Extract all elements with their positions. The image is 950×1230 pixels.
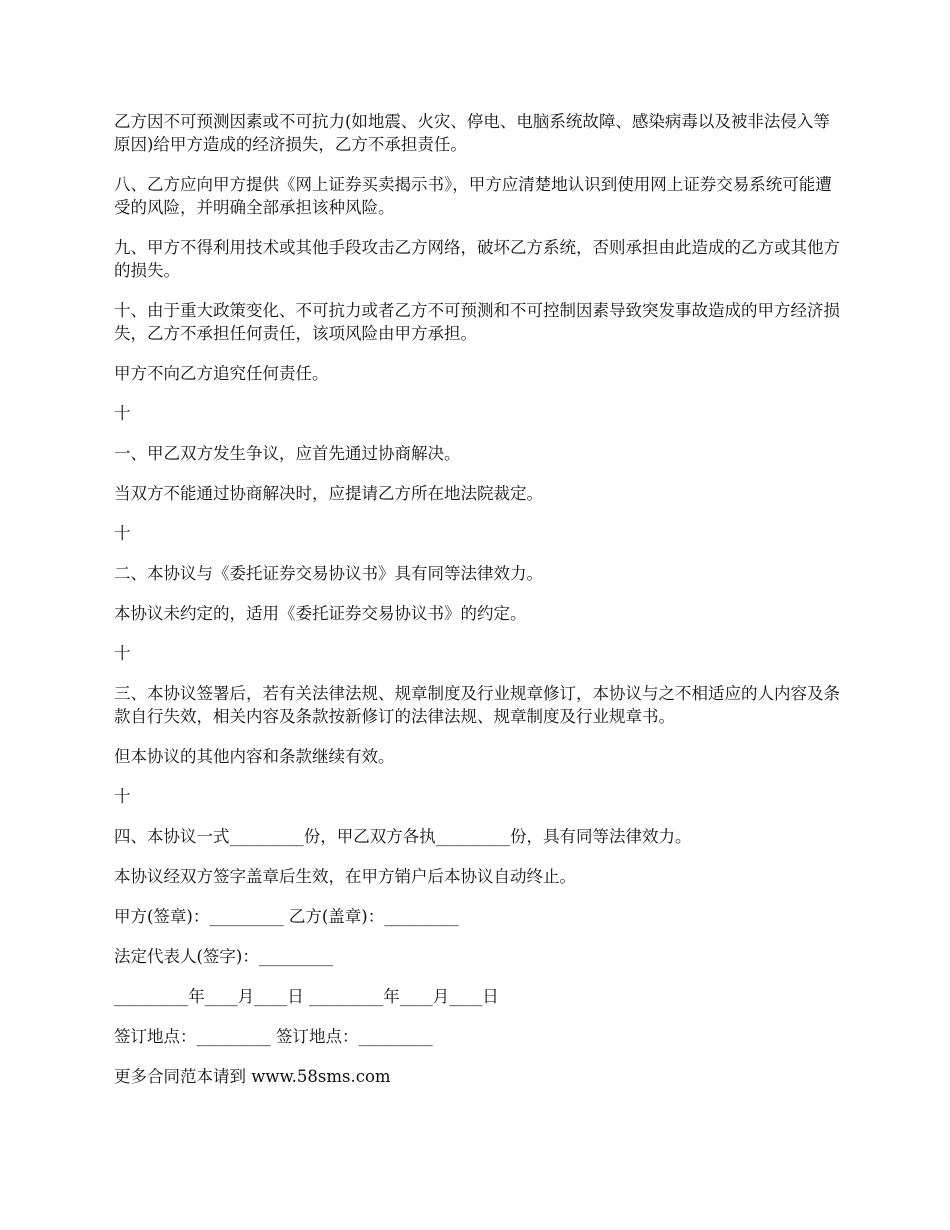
clause-number-marker: 十 bbox=[114, 787, 131, 806]
paragraph-clause-12: 二、本协议与《委托证券交易协议书》具有同等法律效力。 bbox=[114, 564, 543, 583]
paragraph-clause-8: 八、乙方应向甲方提供《网上证券买卖揭示书》，甲方应清楚地认识到使用网上证券交易系统可能遭受的风险，并明确全部承担该种风险。 bbox=[114, 175, 832, 217]
clause-number-marker: 十 bbox=[114, 404, 131, 423]
clause-number-marker: 十 bbox=[114, 524, 131, 543]
signature-line-representative: 法定代表人(签字)：_________ bbox=[114, 947, 334, 966]
document-page bbox=[114, 110, 842, 1105]
paragraph-unagreed-matters: 本协议未约定的，适用《委托证券交易协议书》的约定。 bbox=[114, 604, 527, 623]
signature-line-parties: 甲方(签章)：_________ 乙方(盖章)：_________ bbox=[114, 907, 459, 926]
paragraph-clause-9: 九、甲方不得利用技术或其他手段攻击乙方网络，破坏乙方系统，否则承担由此造成的乙方或其他方的损失。 bbox=[114, 238, 840, 280]
signature-line-locations: 签订地点：_________ 签订地点：_________ bbox=[114, 1027, 433, 1046]
paragraph-court-ruling: 当双方不能通过协商解决时，应提请乙方所在地法院裁定。 bbox=[114, 484, 543, 503]
paragraph-force-majeure: 乙方因不可预测因素或不可抗力(如地震、火灾、停电、电脑系统故障、感染病毒以及被非法侵入等原因)给甲方造成的经济损失，乙方不承担责任。 bbox=[114, 112, 830, 154]
footer-link-text: 更多合同范本请到 www.58sms.com bbox=[114, 1067, 391, 1086]
paragraph-effective-date: 本协议经双方签字盖章后生效，在甲方销户后本协议自动终止。 bbox=[114, 867, 576, 886]
paragraph-remaining-valid: 但本协议的其他内容和条款继续有效。 bbox=[114, 747, 395, 766]
paragraph-clause-10: 十、由于重大政策变化、不可抗力或者乙方不可预测和不可控制因素导致突发事故造成的甲方经济损失，乙方不承担任何责任，该项风险由甲方承担。 bbox=[114, 301, 840, 343]
paragraph-clause-11: 一、甲乙双方发生争议，应首先通过协商解决。 bbox=[114, 444, 461, 463]
signature-line-dates: _________年____月____日 _________年____月____日 bbox=[114, 987, 499, 1006]
paragraph-no-liability: 甲方不向乙方追究任何责任。 bbox=[114, 364, 329, 383]
clause-number-marker: 十 bbox=[114, 644, 131, 663]
paragraph-clause-13: 三、本协议签署后，若有关法律法规、规章制度及行业规章修订，本协议与之不相适应的人内容及条款自行失效，相关内容及条款按新修订的法律法规、规章制度及行业规章书。 bbox=[114, 684, 840, 726]
paragraph-clause-14: 四、本协议一式_________份，甲乙双方各执_________份，具有同等法律效力。 bbox=[114, 827, 692, 846]
